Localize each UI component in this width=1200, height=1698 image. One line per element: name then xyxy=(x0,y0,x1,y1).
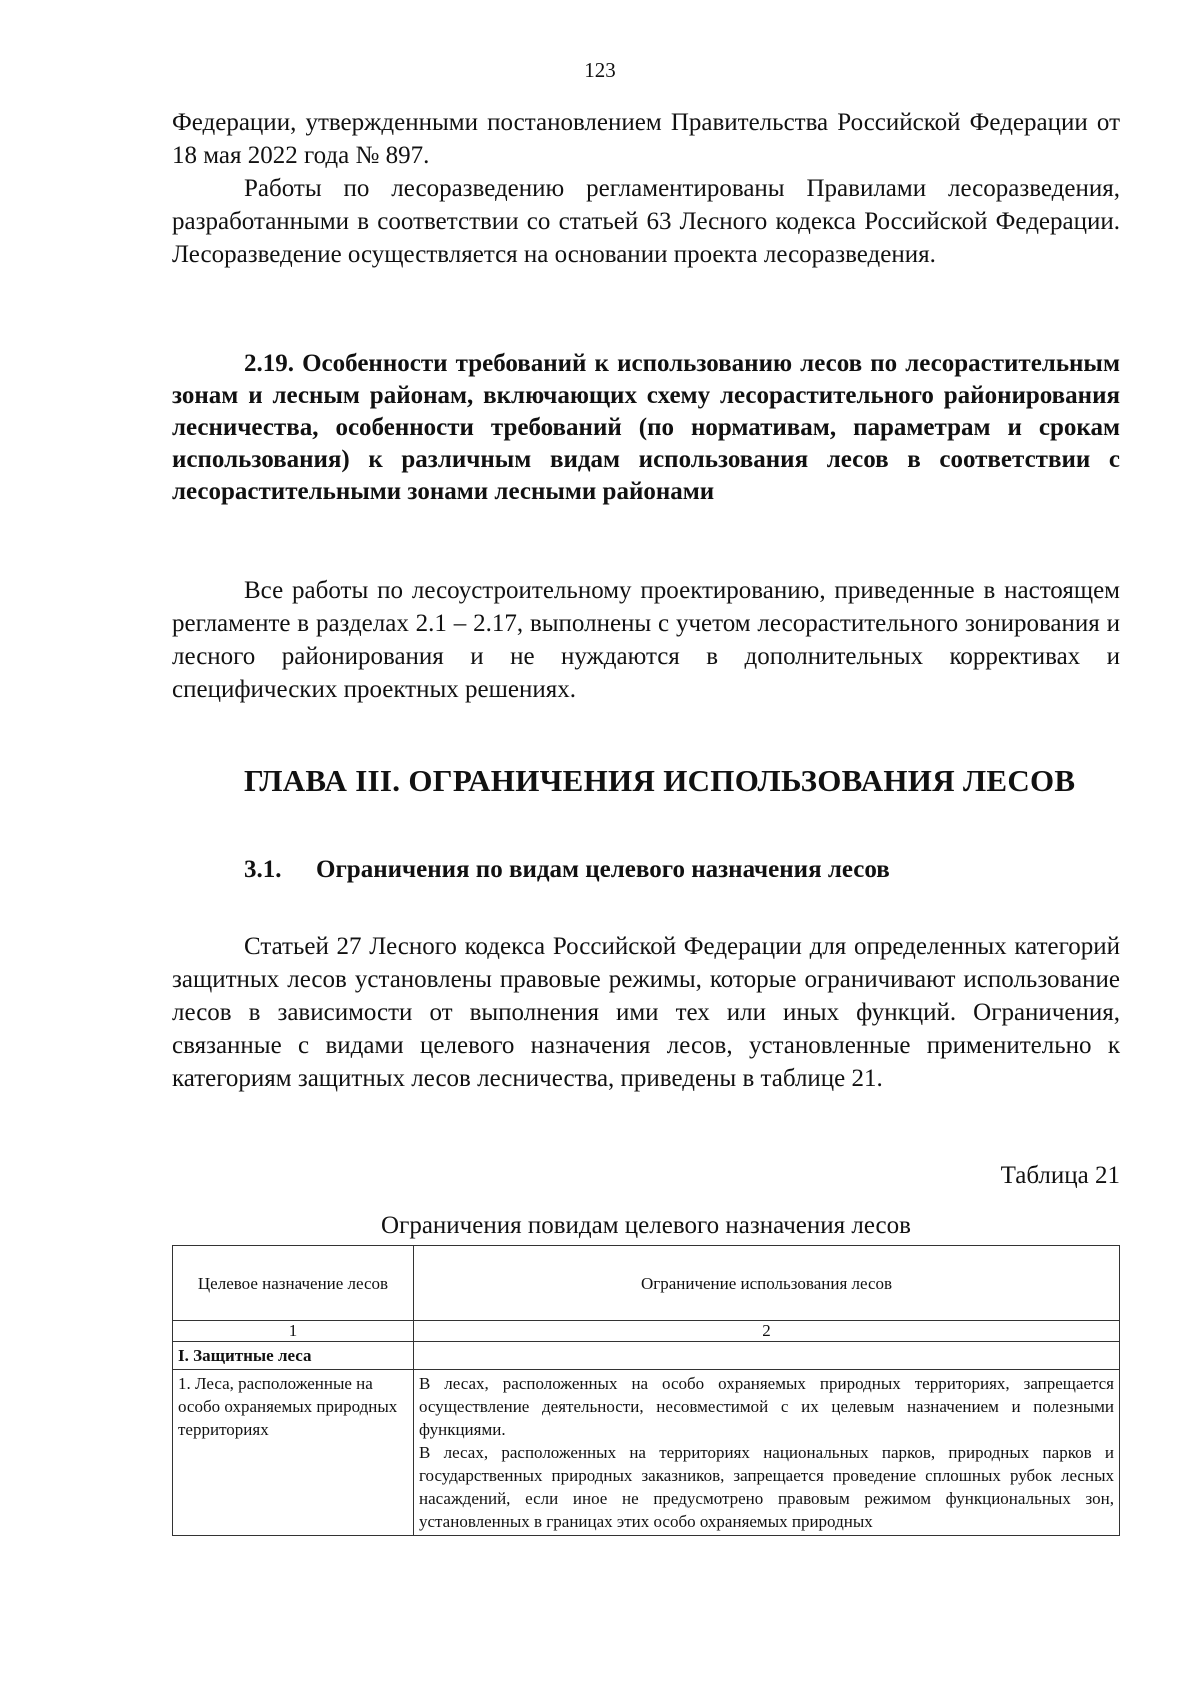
restriction-cell xyxy=(414,1370,1120,1536)
table-row xyxy=(173,1370,1120,1536)
chapter-title: ГЛАВА III. ОГРАНИЧЕНИЯ ИСПОЛЬЗОВАНИЯ ЛЕСОВ xyxy=(244,763,1076,798)
table-header-row xyxy=(173,1246,1120,1321)
section-heading-3-1 xyxy=(244,856,890,884)
paragraph-article-27: Статьей 27 Лесного кодекса Российской Федерации для определенных категорий защитных лесов установлены правовые режимы, которые ограничивают использование лесов в зависимости от выполнения ими тех или иных функций. Ограничения, связанные с видами целевого назначения лесов, установленные применительно к категориям защитных лесов лесничества, приведены в таблице 21. xyxy=(172,933,1120,1092)
empty-cell xyxy=(414,1342,1120,1370)
header-purpose: Целевое назначение лесов xyxy=(173,1246,414,1321)
paragraph-continuation: Федерации, утвержденными постановлением Правительства Российской Федерации от 18 мая 2022 года № 897. xyxy=(172,109,1120,169)
section-label: I. Защитные леса xyxy=(173,1342,414,1370)
column-number-1: 1 xyxy=(173,1321,414,1342)
column-number-row xyxy=(173,1321,1120,1342)
table-section-row xyxy=(173,1342,1120,1370)
column-number-2: 2 xyxy=(414,1321,1120,1342)
table-number-label: Таблица 21 xyxy=(1000,1162,1120,1189)
restrictions-table xyxy=(172,1245,1120,1536)
paragraph-afforestation: Работы по лесоразведению регламентированы Правилами лесоразведения, разработанными в соответствии со статьей 63 Лесного кодекса Российской Федерации. Лесоразведение осуществляется на основании проекта лесоразведения. xyxy=(172,175,1120,268)
section-heading-2-19: 2.19. Особенности требований к использованию лесов по лесорастительным зонам и лесным районам, включающих схему лесорастительного районирования лесничества, особенности требований (по нормативам, параметрам и срокам использования) к различным видам использования лесов в соответствии с лесорастительными зонами лесными районами xyxy=(172,350,1120,505)
section-title: Ограничения по видам целевого назначения лесов xyxy=(316,856,890,883)
paragraph-forest-planning: Все работы по лесоустроительному проектированию, приведенные в настоящем регламенте в разделах 2.1 – 2.17, выполнены с учетом лесорастительного зонирования и лесного районирования и не нуждаются в дополнительных коррективах и специфических проектных решениях. xyxy=(172,577,1120,703)
restriction-paragraph: В лесах, расположенных на территориях национальных парков, природных парков и государственных природных заказников, запрещается проведение сплошных рубок лесных насаждений, если иное не предусмотрено правовым режимом функциональных зон, установленных в границах этих особо охраняемых природных xyxy=(419,1443,1114,1531)
restriction-paragraph: В лесах, расположенных на особо охраняемых природных территориях, запрещается осуществление деятельности, несовместимой с их целевым назначением и полезными функциями. xyxy=(419,1374,1114,1439)
page-number: 123 xyxy=(584,58,616,82)
table-caption: Ограничения повидам целевого назначения лесов xyxy=(381,1212,911,1239)
purpose-cell: 1. Леса, расположенные на особо охраняемых природных территориях xyxy=(173,1370,414,1536)
header-restriction: Ограничение использования лесов xyxy=(414,1246,1120,1321)
section-number: 3.1. xyxy=(244,856,282,883)
